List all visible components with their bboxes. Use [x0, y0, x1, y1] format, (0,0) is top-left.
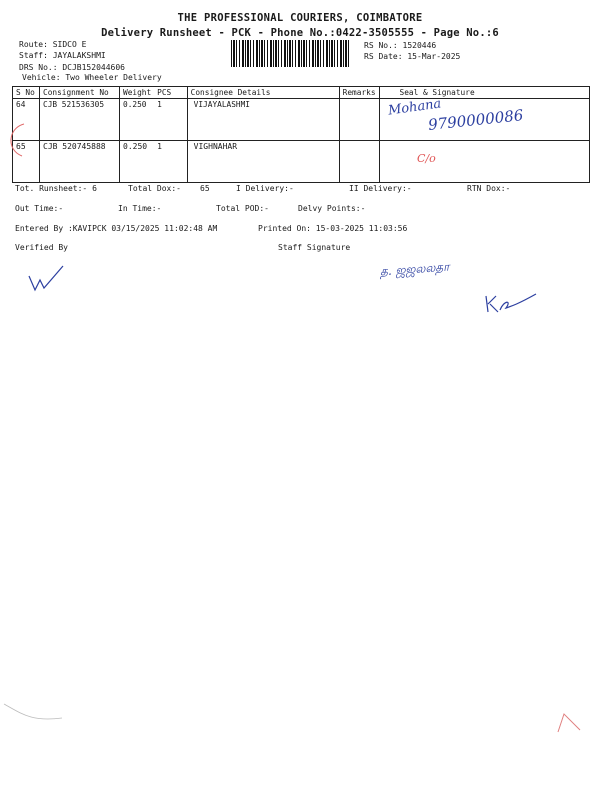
staff-signature-label: Staff Signature	[278, 243, 351, 252]
cell-remarks	[339, 141, 379, 183]
rtn-dox-label: RTN Dox:-	[467, 184, 511, 193]
ii-delivery-label: II Delivery:-	[349, 184, 412, 193]
table-header-row	[13, 87, 590, 99]
scan-edge-mark	[2, 700, 66, 728]
cell-weight: 0.250	[120, 141, 155, 183]
barcode-image	[231, 40, 349, 67]
staff-handwritten-signature: த. ஜஜலலதா	[379, 259, 450, 279]
col-header-pcs: PCS	[154, 87, 187, 99]
total-dox-count: 65	[200, 184, 210, 193]
cell-seal	[379, 141, 589, 183]
table-row	[13, 141, 590, 183]
rs-date-label: RS Date: 15-Mar-2025	[364, 52, 461, 61]
red-arc-mark	[2, 120, 28, 160]
printed-on-label: Printed On: 15-03-2025 11:03:56	[258, 224, 408, 233]
entered-by-label: Entered By :KAVIPCK 03/15/2025 11:02:48 AM	[15, 224, 218, 233]
staff-initials-mark	[482, 290, 540, 320]
i-delivery-label: I Delivery:-	[236, 184, 294, 193]
tot-runsheet-label: Tot. Runsheet:- 6	[15, 184, 97, 193]
handwritten-name: Mohana	[387, 96, 443, 119]
col-header-consignment: Consignment No	[40, 87, 120, 99]
out-time-label: Out Time:-	[15, 204, 64, 213]
vehicle-label: Vehicle: Two Wheeler Delivery	[22, 73, 162, 82]
verified-by-label: Verified By	[15, 243, 68, 252]
staff-label: Staff: JAYALAKSHMI	[19, 51, 106, 60]
cell-sno: 65	[13, 141, 40, 183]
cell-sno: 64	[13, 99, 40, 141]
route-label: Route: SIDCO E	[19, 40, 87, 49]
cell-consignee: VIJAYALASHMI	[187, 99, 339, 141]
col-header-weight: Weight	[120, 87, 155, 99]
cell-consignee: VIGHNAHAR	[187, 141, 339, 183]
total-dox-label: Total Dox:-	[128, 184, 181, 193]
cell-weight: 0.250	[120, 99, 155, 141]
cell-pcs: 1	[154, 141, 187, 183]
drs-label: DRS No.: DCJB152044606	[19, 63, 125, 72]
total-pod-label: Total POD:-	[216, 204, 269, 213]
runsheet-subtitle: Delivery Runsheet - PCK - Phone No.:0422-3505555 - Page No.:6	[101, 27, 499, 39]
handwritten-phone: 9790000086	[427, 106, 525, 134]
handwritten-co-mark: C/o	[417, 152, 436, 165]
cell-consignment: CJB 520745888	[40, 141, 120, 183]
in-time-label: In Time:-	[118, 204, 162, 213]
company-title: THE PROFESSIONAL COURIERS, COIMBATORE	[177, 12, 423, 24]
cell-consignment: CJB 521536305	[40, 99, 120, 141]
cell-remarks	[339, 99, 379, 141]
verifier-signature-mark	[26, 262, 66, 296]
runsheet-table	[12, 86, 590, 183]
delvy-points-label: Delvy Points:-	[298, 204, 366, 213]
col-header-sno: S No	[13, 87, 40, 99]
col-header-remarks: Remarks	[339, 87, 379, 99]
rs-no-label: RS No.: 1520446	[364, 41, 437, 50]
cell-pcs: 1	[154, 99, 187, 141]
col-header-seal: Seal & Signature	[379, 87, 589, 99]
col-header-consignee: Consignee Details	[187, 87, 339, 99]
red-corner-mark	[554, 708, 584, 736]
